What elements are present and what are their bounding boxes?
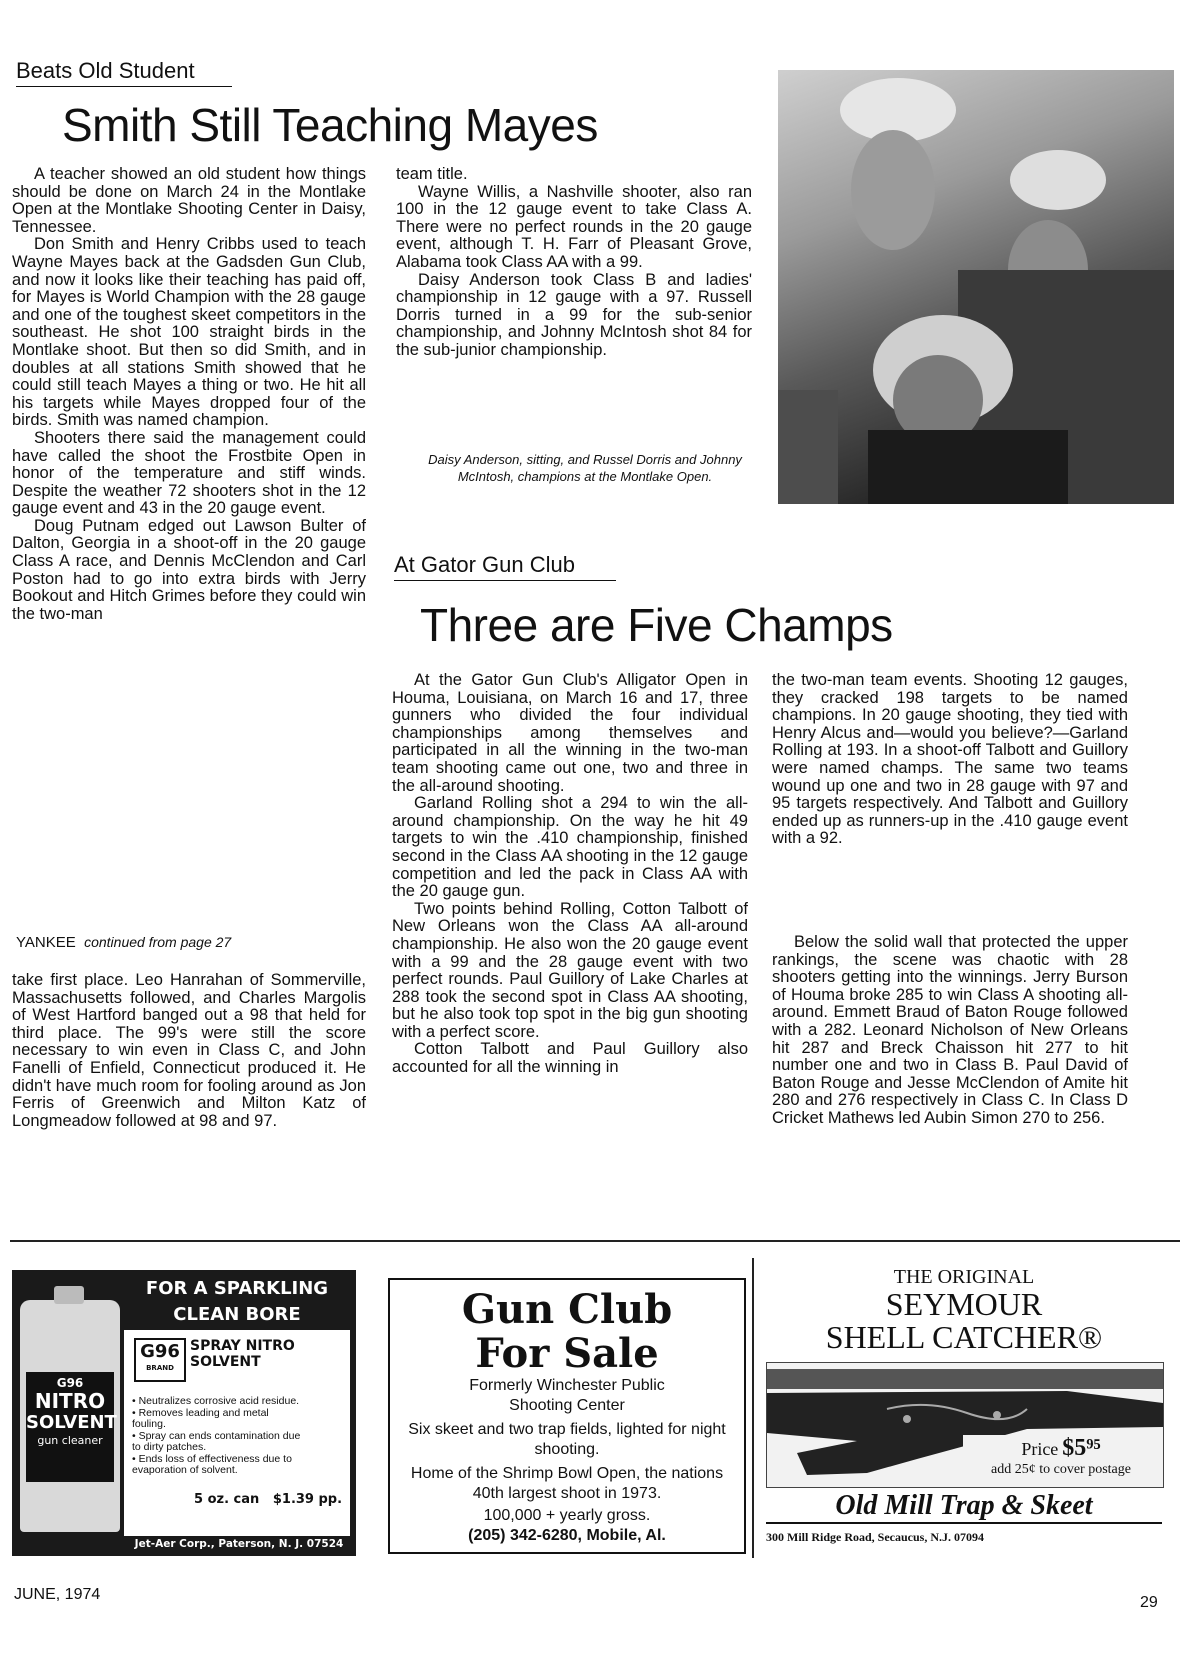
- article2-col2: [772, 672, 1128, 848]
- champions-photo: [778, 70, 1174, 504]
- yankee-continuation-line: [16, 934, 231, 951]
- photo-caption: Daisy Anderson, sitting, and Russel Dorris and Johnny McIntosh, champions at the Montlake Open.: [428, 452, 742, 484]
- list-item: • Neutralizes corrosive acid residue.: [132, 1396, 302, 1408]
- yankee-text: [12, 972, 366, 1130]
- gun-club-for-sale-ad: [388, 1278, 746, 1554]
- list-item: • Ends loss of effectiveness due to evaporation of solvent.: [132, 1454, 302, 1477]
- g96-logo: [134, 1338, 186, 1382]
- article2-col2b: [772, 934, 1128, 1128]
- page-number: 29: [1140, 1594, 1158, 1611]
- ad1-maker: Jet-Aer Corp., Paterson, N. J. 07524: [134, 1538, 344, 1550]
- price-label: Price: [1021, 1439, 1059, 1459]
- ad1-price-line: [194, 1492, 342, 1507]
- continued-note: continued from page 27: [84, 934, 232, 950]
- article1-col1: [12, 166, 366, 623]
- ad3-address: 300 Mill Ridge Road, Secaucus, N.J. 07094: [766, 1530, 985, 1544]
- paragraph: At the Gator Gun Club's Alligator Open in Houma, Louisiana, on March 16 and 17, three gunners who divided the four individual championships among themselves and participated in all the winning in the two-man team shooting came out one, two and three in the all-around shooting.: [392, 671, 748, 795]
- can-word-solvent: SOLVENT: [26, 1412, 117, 1433]
- paragraph: Shooters there said the management could have called the shoot the Frostbite Open in honor of the temperature and stiff winds. Despite the weather 72 shooters shot in the 12 gauge event and 43 in the 20 gauge event.: [12, 428, 366, 518]
- can-word-cleaner: gun cleaner: [37, 1434, 103, 1447]
- ad3-line2: SEYMOUR: [885, 1286, 1043, 1322]
- can-price: $1.39 pp.: [272, 1492, 343, 1507]
- ad2-sub2: Shooting Center: [509, 1397, 625, 1414]
- ad1-title-line1: FOR A SPARKLING: [145, 1278, 329, 1299]
- paragraph: take first place. Leo Hanrahan of Sommerville, Massachusetts followed, and Charles Margolis of West Hartford banged out a 98 that held for third place. The 99's were still the score necessary to win even in Class C, and John Fanelli of Enfield, Connecticut produced it. He didn't have much room for fooling around as Jon Ferris of Greenwich and Milton Katz of Longmeadow followed at 98 and 97.: [12, 971, 366, 1130]
- shell-catcher-ad: [766, 1266, 1162, 1556]
- yankee-label: YANKEE: [16, 934, 76, 951]
- ad2-body1: Six skeet and two trap fields, lighted for night shooting.: [408, 1421, 726, 1458]
- ad2-phone: (205) 342-6280, Mobile, Al.: [468, 1527, 666, 1544]
- ad3-brand: Old Mill Trap & Skeet: [766, 1490, 1162, 1524]
- article2-col1: [392, 672, 748, 1077]
- ad2-gross: 100,000 + yearly gross.: [483, 1507, 651, 1524]
- ad1-bullets: [126, 1396, 302, 1477]
- product-line1: SPRAY NITRO: [190, 1338, 295, 1354]
- issue-date: JUNE, 1974: [14, 1586, 101, 1603]
- ad2-sub1: Formerly Winchester Public: [469, 1377, 665, 1394]
- article2-headline: Three are Five Champs: [420, 599, 893, 651]
- ad1-info-panel: [124, 1330, 350, 1536]
- logo-sub: BRAND: [146, 1364, 174, 1372]
- paragraph: Garland Rolling shot a 294 to win the all-around championship. On the way he hit 49 targets to win the .410 championship, finished second in the Class AA shooting in the 12 gauge competition and led the pack in Class AA with the 20 gauge gun.: [392, 794, 748, 901]
- ad3-line1: THE ORIGINAL: [893, 1266, 1035, 1288]
- shotgun-image: [766, 1362, 1164, 1488]
- ad3-line3: SHELL CATCHER®: [825, 1319, 1103, 1355]
- paragraph: the two-man team events. Shooting 12 gauges, they cracked 198 targets to be named champions. In 20 gauge shooting, they tied with Henry Alcus and—would you believe?—Garland Rolling at 193. In a shoot-off Talbott and Guillory were named champs. The same two teams wound up one and two in 28 gauge with 97 and 95 targets respectively. And Talbott and Guillory ended up as runners-up in the .410 gauge event with a 92.: [772, 671, 1128, 848]
- article2-kicker: At Gator Gun Club: [394, 552, 616, 581]
- ad2-body2: Home of the Shrimp Bowl Open, the nations 40th largest shoot in 1973.: [410, 1465, 724, 1502]
- logo-text: G96: [140, 1341, 180, 1362]
- paragraph: Doug Putnam edged out Lawson Bulter of Dalton, Georgia in a shoot-off in the 20 gauge Class A race, and Dennis McClendon and Carl Poston had to go into extra birds with Jerry Bookout and Hitch Grimes before they could win the two-man: [12, 516, 366, 623]
- can-word-nitro: NITRO: [34, 1389, 106, 1413]
- paragraph: Wayne Willis, a Nashville shooter, also ran 100 in the 12 gauge event to take Class A. There were no perfect rounds in the 20 gauge event, although T. H. Farr of Pleasant Grove, Alabama took Class AA with a 99.: [396, 182, 752, 271]
- list-item: • Removes leading and metal fouling.: [132, 1408, 302, 1431]
- can-brand: G96: [56, 1376, 84, 1390]
- spray-can-image: [20, 1300, 120, 1532]
- paragraph: Daisy Anderson took Class B and ladies' championship in 12 gauge with a 97. Russell Dorris turned in a 99 for the sub-senior championship, and Johnny McIntosh shot 84 for the sub-junior championship.: [396, 270, 752, 359]
- ads-separator: [10, 1240, 1180, 1242]
- paragraph: A teacher showed an old student how things should be done on March 24 in the Montlake Open at the Montlake Shooting Center in Daisy, Tennessee.: [12, 165, 366, 236]
- article1-kicker: Beats Old Student: [16, 58, 232, 87]
- paragraph: Below the solid wall that protected the upper rankings, the scene was chaotic with 28 shooters getting into the winnings. Jerry Burson of Houma broke 285 to win Class A shooting all-around. Emmett Braud of Baton Rouge followed with a 282. Leonard Nicholson of New Orleans hit 287 and Breck Chaisson hit 277 to hit number one and two in Class B. Paul David of Baton Rouge and Jesse McClendon of Amite hit 280 and 276 respectively in Class C. In Class D Cricket Mathews led Aubin Simon 270 to 256.: [772, 933, 1128, 1127]
- ad1-title-line2: CLEAN BORE: [173, 1304, 301, 1325]
- nitro-solvent-ad: [12, 1270, 356, 1556]
- paragraph: Cotton Talbott and Paul Guillory also accounted for all the winning in: [392, 1040, 748, 1077]
- list-item: • Spray can ends contamination due to dirty patches.: [132, 1431, 302, 1454]
- ads-divider: [752, 1258, 754, 1558]
- postage-note: add 25¢ to cover postage: [991, 1462, 1131, 1477]
- ad2-line1: Gun Club: [461, 1286, 673, 1333]
- paragraph: Two points behind Rolling, Cotton Talbott of New Orleans won the Class AA all-around championship. He also won the 20 gauge event with a 99 and the 28 gauge event with two perfect rounds. Paul Guillory of Lake Charles at 288 took the second spot in Class AA shooting, but he also took top spot in the big gun shooting with a perfect score.: [392, 899, 748, 1041]
- ad3-price: $5⁹⁵: [1062, 1435, 1101, 1461]
- article1-col2: [396, 166, 752, 360]
- ad2-line2: For Sale: [475, 1330, 659, 1377]
- article1-headline: Smith Still Teaching Mayes: [62, 99, 598, 151]
- can-size: 5 oz. can: [194, 1492, 260, 1507]
- product-line2: SOLVENT: [190, 1354, 261, 1370]
- paragraph: Don Smith and Henry Cribbs used to teach Wayne Mayes back at the Gadsden Gun Club, and now it looks like their teaching has paid off, for Mayes is World Champion with the 28 gauge and one of the toughest skeet competitors in the southeast. He shot 100 straight birds in the Montlake shoot. But then so did Smith, and in doubles at all stations Smith showed that he could still teach Mayes a thing or two. He hit all his targets while Mayes dropped four of the birds. Smith was named champion.: [12, 235, 366, 430]
- paragraph: team title.: [396, 165, 468, 183]
